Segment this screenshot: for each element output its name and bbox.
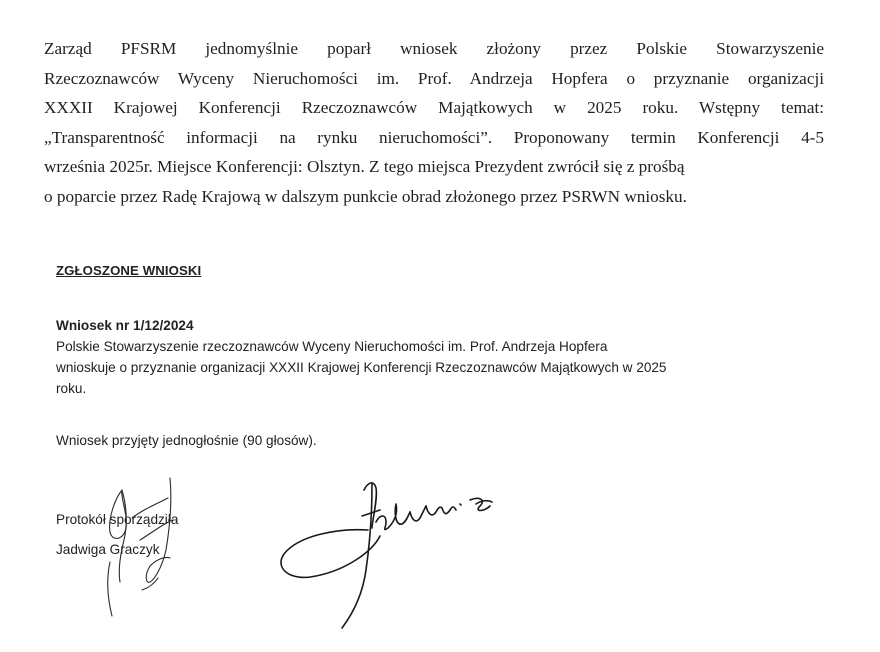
intro-paragraph	[44, 34, 824, 211]
intro-line: września 2025r. Miejsce Konferencji: Olsztyn. Z tego miejsca Prezydent zwrócił się z prośbą	[44, 157, 685, 176]
motion-line: Polskie Stowarzyszenie rzeczoznawców Wyceny Nieruchomości im. Prof. Andrzeja Hopfera	[56, 339, 608, 354]
chair-signature	[276, 470, 506, 635]
vote-result: Wniosek przyjęty jednogłośnie (90 głosów).	[56, 433, 317, 448]
motion-block	[56, 315, 816, 399]
intro-line: Rzeczoznawców Wyceny Nieruchomości im. Prof. Andrzeja Hopfera o przyznanie organizacji	[44, 68, 824, 88]
section-heading: ZGŁOSZONE WNIOSKI	[56, 263, 202, 278]
motion-line: roku.	[56, 381, 87, 396]
protocol-author-name: Jadwiga Graczyk	[56, 542, 160, 557]
motion-title: Wniosek nr 1/12/2024	[56, 318, 194, 333]
protocol-label: Protokół sporządziła	[56, 512, 179, 527]
intro-line: XXXII Krajowej Konferencji Rzeczoznawców Majątkowych w 2025 roku. Wstępny temat:	[44, 98, 824, 117]
intro-line: Zarząd PFSRM jednomyślnie poparł wniosek złożony przez Polskie Stowarzyszenie	[44, 39, 824, 58]
intro-line: „Transparentność informacji na rynku nieruchomości”. Proponowany termin Konferencji 4-5	[44, 127, 824, 147]
protocol-signoff	[56, 505, 178, 565]
intro-line: o poparcie przez Radę Krajową w dalszym punkcie obrad złożonego przez PSRWN wniosku.	[44, 186, 687, 206]
motion-line: wnioskuje o przyznanie organizacji XXXII Krajowej Konferencji Rzeczoznawców Majątkowych w 2025	[56, 360, 667, 375]
